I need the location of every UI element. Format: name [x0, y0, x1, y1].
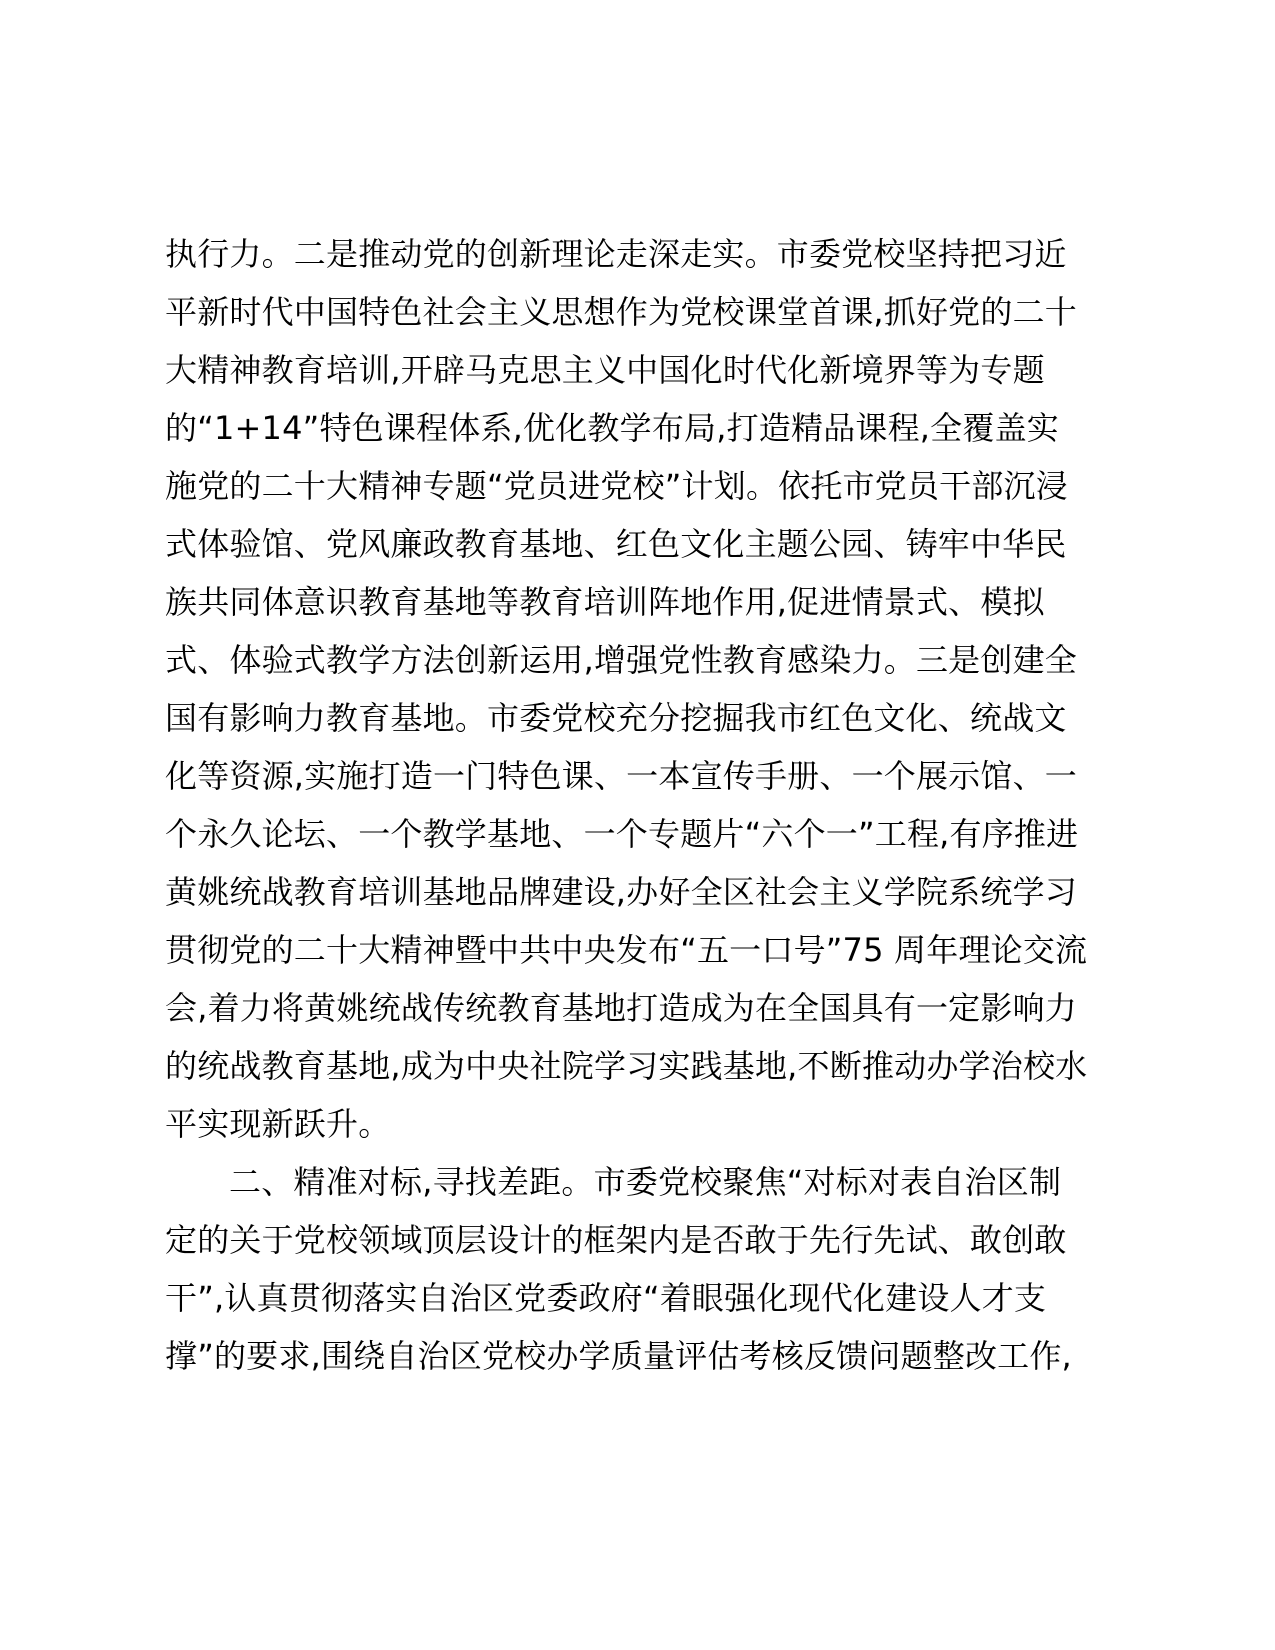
- text-line: 式、体验式教学方法创新运用,增强党性教育感染力。三是创建全: [165, 641, 1077, 679]
- text-line: 平新时代中国特色社会主义思想作为党校课堂首课,抓好党的二十: [165, 293, 1077, 331]
- text-line: 族共同体意识教育基地等教育培训阵地作用,促进情景式、模拟: [165, 583, 1045, 621]
- text-line: 施党的二十大精神专题“党员进党校”计划。依托市党员干部沉浸: [165, 467, 1068, 505]
- text-line: 平实现新跃升。: [165, 1105, 391, 1143]
- text-line: 个永久论坛、一个教学基地、一个专题片“六个一”工程,有序推进: [165, 815, 1079, 853]
- text-line: 贯彻党的二十大精神暨中共中央发布“五一口号”75 周年理论交流: [165, 931, 1088, 969]
- body-text: [165, 225, 1125, 1385]
- text-line: 执行力。二是推动党的创新理论走深走实。市委党校坚持把习近: [165, 235, 1067, 273]
- text-line: 会,着力将黄姚统战传统教育基地打造成为在全国具有一定影响力: [165, 989, 1077, 1027]
- text-line: 式体验馆、党风廉政教育基地、红色文化主题公园、铸牢中华民: [165, 525, 1067, 563]
- text-line: 大精神教育培训,开辟马克思主义中国化时代化新境界等为专题: [165, 351, 1045, 389]
- text-line: 黄姚统战教育培训基地品牌建设,办好全区社会主义学院系统学习: [165, 873, 1077, 911]
- text-line: 撑”的要求,围绕自治区党校办学质量评估考核反馈问题整改工作,: [165, 1337, 1072, 1375]
- text-line: 的统战教育基地,成为中央社院学习实践基地,不断推动办学治校水: [165, 1047, 1088, 1085]
- text-line: 干”,认真贯彻落实自治区党委政府“着眼强化现代化建设人才支: [165, 1279, 1047, 1317]
- text-line: 定的关于党校领域顶层设计的框架内是否敢于先行先试、敢创敢: [165, 1221, 1067, 1259]
- text-line: 的“1+14”特色课程体系,优化教学布局,打造精品课程,全覆盖实: [165, 409, 1059, 447]
- text-line: 化等资源,实施打造一门特色课、一本宣传手册、一个展示馆、一: [165, 757, 1077, 795]
- text-line: 国有影响力教育基地。市委党校充分挖掘我市红色文化、统战文: [165, 699, 1067, 737]
- section-heading-line: 二、精准对标,寻找差距。市委党校聚焦“对标对表自治区制: [229, 1163, 1062, 1201]
